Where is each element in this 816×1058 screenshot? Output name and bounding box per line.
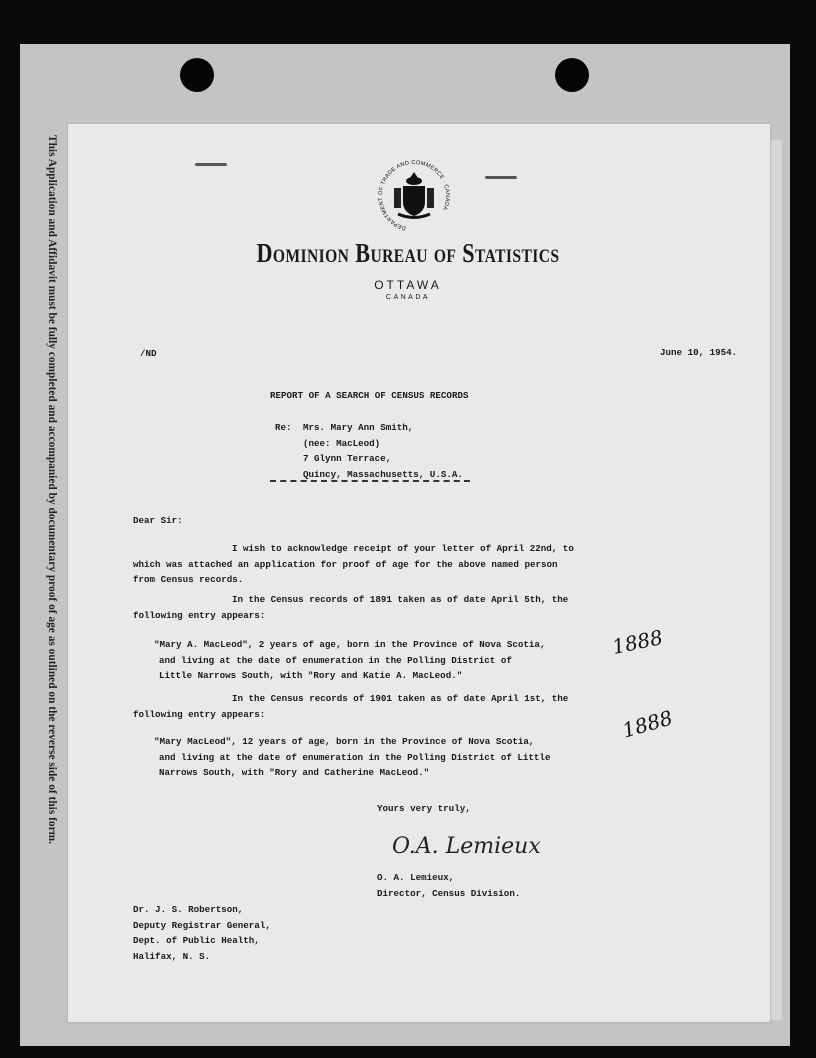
addressee-line: Dept. of Public Health,	[133, 935, 260, 946]
divider	[270, 480, 470, 482]
text-line: Little Narrows South, with "Rory and Katie A. MacLeod."	[159, 670, 463, 681]
signer-block	[377, 870, 520, 901]
text-line: "Mary A. MacLeod", 2 years of age, born in the Province of Nova Scotia,	[154, 639, 546, 650]
subject-line: REPORT OF A SEARCH OF CENSUS RECORDS	[270, 390, 469, 401]
addressee-line: Dr. J. S. Robertson,	[133, 904, 244, 915]
re-address	[303, 420, 463, 482]
paragraph-3	[133, 691, 568, 722]
re-line: Quincy, Massachusetts, U.S.A.	[303, 468, 463, 480]
signature: O.A. Lemieux	[392, 834, 541, 859]
text-line: from Census records.	[133, 574, 244, 585]
re-label: Re:	[275, 422, 292, 433]
paragraph-1	[133, 541, 574, 588]
coat-of-arms-crest	[378, 158, 450, 238]
re-line: 7 Glynn Terrace,	[303, 453, 392, 464]
salutation: Dear Sir:	[133, 515, 183, 526]
text-line: and living at the date of enumeration in the Polling District of Little	[159, 751, 551, 763]
census-entry-1901	[154, 734, 550, 781]
paragraph-2	[133, 592, 568, 623]
closing: Yours very truly,	[377, 803, 471, 814]
addressee-block	[133, 902, 271, 964]
text-line: following entry appears:	[133, 708, 266, 720]
letter-date: June 10, 1954.	[660, 347, 738, 358]
text-line: and living at the date of enumeration in the Polling District of	[159, 654, 512, 666]
re-line: Mrs. Mary Ann Smith,	[303, 422, 414, 433]
crest-ring-text: DEPARTMENT OF TRADE AND COMMERCE · CANADA	[378, 159, 450, 231]
staple	[195, 163, 227, 166]
text-line: following entry appears:	[133, 609, 266, 621]
handwritten-annotation: 1888	[610, 624, 665, 660]
reference-code: /ND	[140, 348, 157, 359]
census-entry-1891	[154, 637, 545, 684]
punch-hole	[555, 58, 589, 92]
handwritten-annotation: 1888	[619, 705, 676, 743]
addressee-line: Halifax, N. S.	[133, 950, 211, 962]
letterhead-country: CANADA	[385, 294, 431, 301]
addressee-line: Deputy Registrar General,	[133, 919, 271, 931]
signer-title: Director, Census Division.	[377, 887, 521, 899]
staple	[485, 176, 517, 179]
letterhead-city: OTTAWA	[374, 278, 442, 292]
re-line: (nee: MacLeod)	[303, 437, 381, 449]
text-line: I wish to acknowledge receipt of your letter of April 22nd, to	[232, 543, 574, 554]
text-line: which was attached an application for proof of age for the above named person	[133, 558, 558, 570]
text-line: In the Census records of 1901 taken as of date April 1st, the	[232, 693, 569, 704]
signer-name: O. A. Lemieux,	[377, 872, 455, 883]
text-line: Narrows South, with "Rory and Catherine MacLeod."	[159, 767, 430, 778]
punch-hole	[180, 58, 214, 92]
letterhead-title: Dominion Bureau of Statistics	[256, 238, 560, 268]
text-line: In the Census records of 1891 taken as of date April 5th, the	[232, 594, 569, 605]
form-side-note: This Application and Affidavit must be fully completed and accompanied by documentary proof of age as outlined on the reverse side of this form.	[46, 135, 58, 844]
text-line: "Mary MacLeod", 12 years of age, born in the Province of Nova Scotia,	[154, 736, 535, 747]
